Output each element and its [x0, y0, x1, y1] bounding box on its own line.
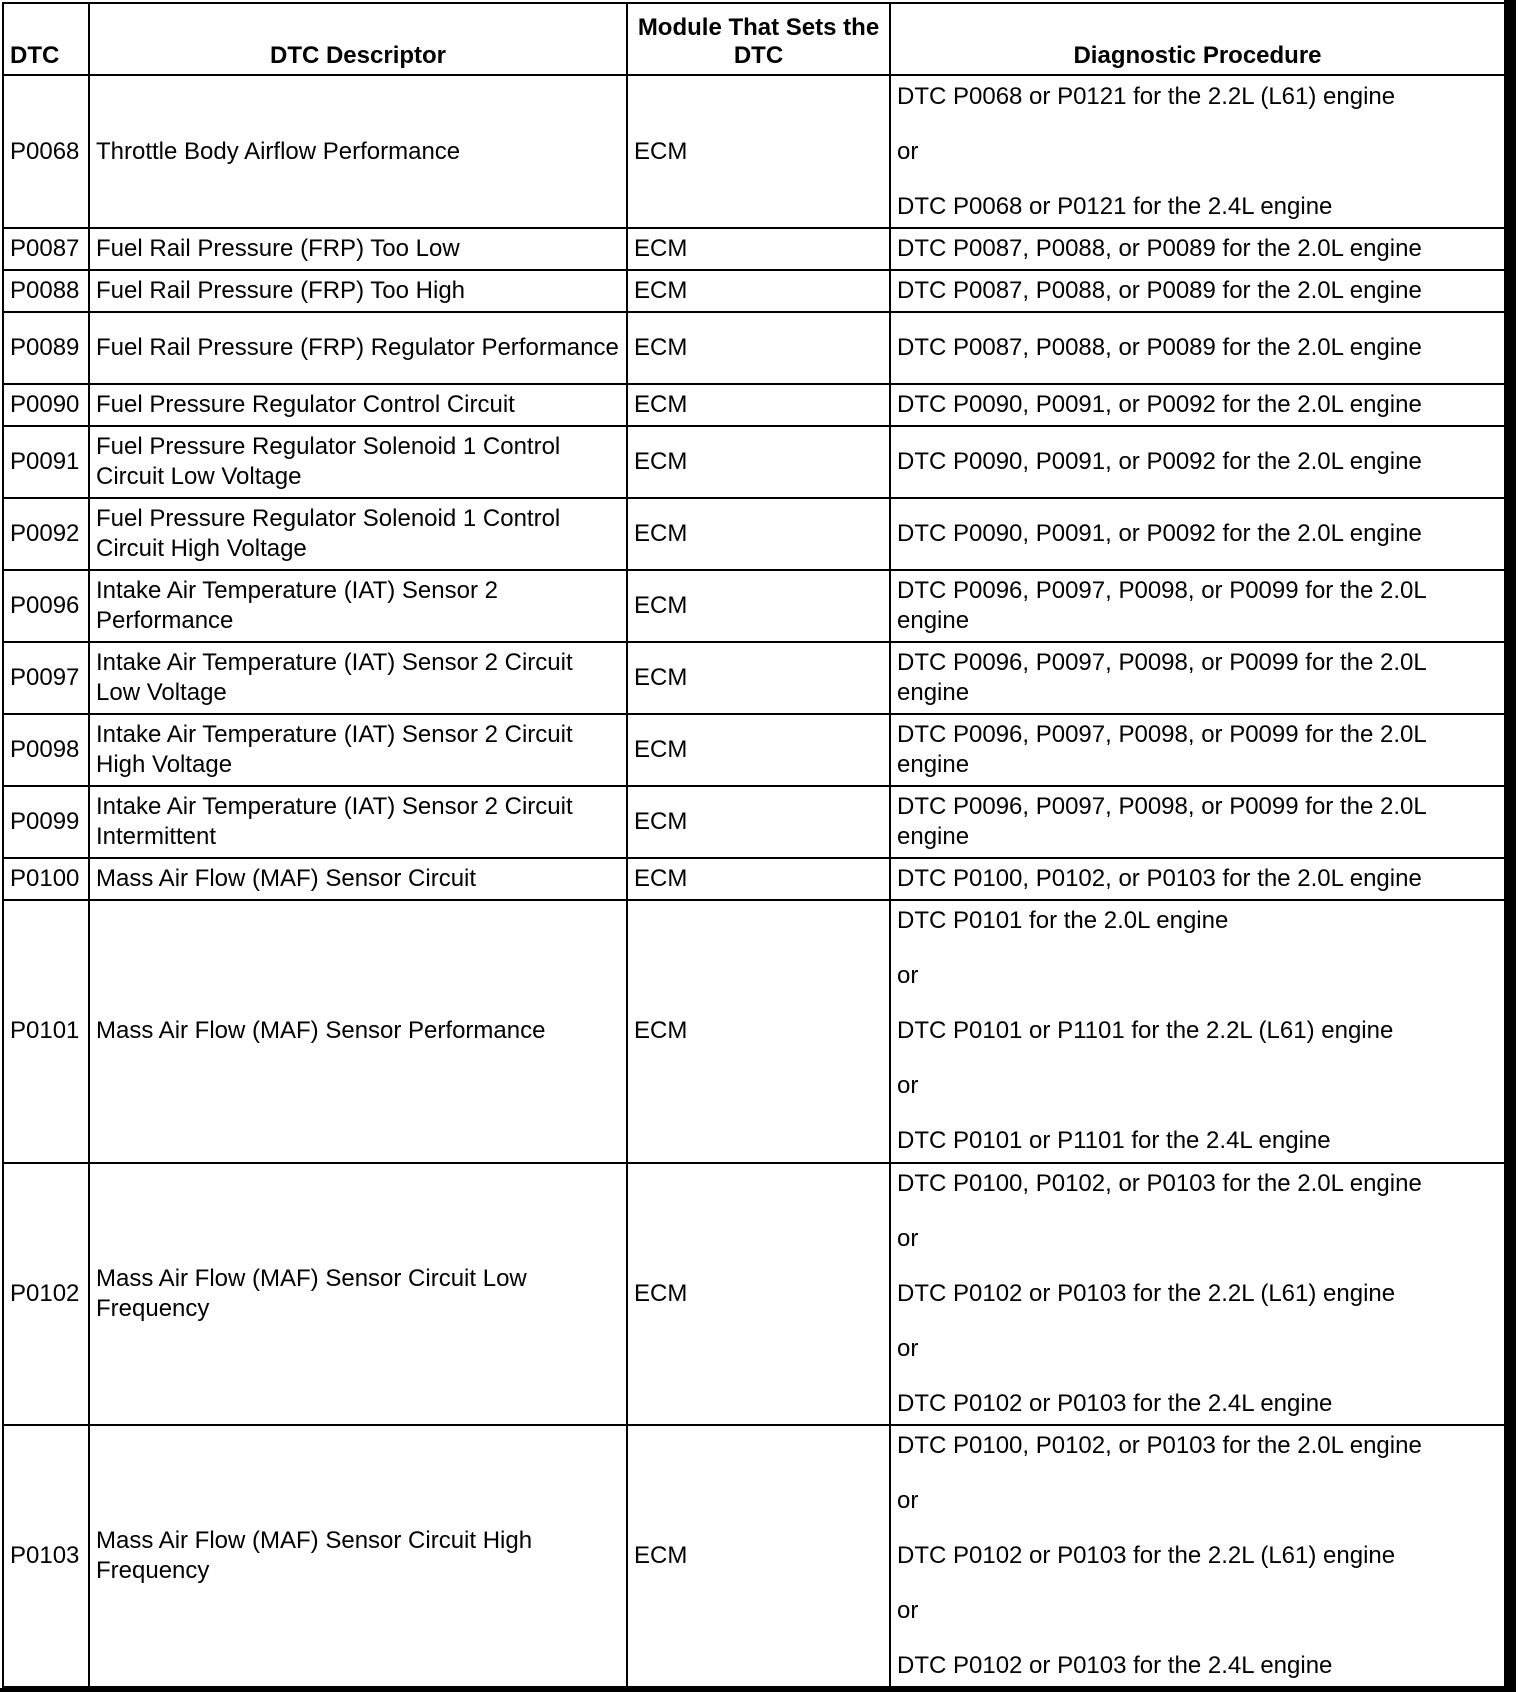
cell-dtc-code: P0097 [3, 642, 89, 714]
procedure-line: DTC P0102 or P0103 for the 2.2L (L61) engine [897, 1279, 1396, 1307]
cell-dtc-descriptor: Fuel Rail Pressure (FRP) Regulator Performance [89, 312, 627, 384]
cell-dtc-code: P0089 [3, 312, 89, 384]
cell-dtc-code: P0096 [3, 570, 89, 642]
cell-module: ECM [627, 786, 890, 858]
cell-dtc-code: P0098 [3, 714, 89, 786]
cell-dtc-descriptor: Throttle Body Airflow Performance [89, 75, 627, 228]
table-row [3, 270, 1505, 312]
cell-dtc-descriptor: Intake Air Temperature (IAT) Sensor 2 Circuit Low Voltage [89, 642, 627, 714]
header-row [3, 3, 1505, 75]
table-row [3, 312, 1505, 384]
cell-diagnostic-procedure [890, 1425, 1505, 1687]
procedure-line: DTC P0101 or P1101 for the 2.4L engine [897, 1127, 1331, 1155]
procedure-line: DTC P0096, P0097, P0098, or P0099 for the 2.0L engine [897, 577, 1426, 635]
cell-dtc-code: P0090 [3, 384, 89, 426]
procedure-line: DTC P0096, P0097, P0098, or P0099 for the 2.0L engine [897, 649, 1426, 707]
bottom-border-bar [0, 1688, 1516, 1692]
cell-dtc-descriptor: Mass Air Flow (MAF) Sensor Circuit High Frequency [89, 1425, 627, 1687]
procedure-line: DTC P0090, P0091, or P0092 for the 2.0L engine [897, 520, 1422, 548]
procedure-line: DTC P0101 or P1101 for the 2.2L (L61) engine [897, 1017, 1394, 1045]
cell-dtc-descriptor: Fuel Rail Pressure (FRP) Too High [89, 270, 627, 312]
cell-dtc-descriptor: Fuel Rail Pressure (FRP) Too Low [89, 228, 627, 270]
table-row [3, 384, 1505, 426]
procedure-line: DTC P0068 or P0121 for the 2.2L (L61) engine [897, 82, 1396, 110]
table-row [3, 1425, 1505, 1687]
procedure-line: or [897, 1334, 919, 1362]
cell-dtc-descriptor: Fuel Pressure Regulator Solenoid 1 Control Circuit High Voltage [89, 498, 627, 570]
cell-dtc-descriptor: Mass Air Flow (MAF) Sensor Circuit [89, 858, 627, 900]
header-procedure: Diagnostic Procedure [890, 3, 1505, 75]
table-row [3, 498, 1505, 570]
cell-diagnostic-procedure [890, 312, 1505, 384]
procedure-line: DTC P0087, P0088, or P0089 for the 2.0L engine [897, 277, 1422, 305]
cell-dtc-code: P0100 [3, 858, 89, 900]
procedure-line: DTC P0096, P0097, P0098, or P0099 for the 2.0L engine [897, 721, 1426, 779]
table-row [3, 900, 1505, 1162]
cell-module: ECM [627, 312, 890, 384]
table-row [3, 570, 1505, 642]
procedure-line: or [897, 1224, 919, 1252]
cell-dtc-code: P0068 [3, 75, 89, 228]
table-body [3, 75, 1505, 1687]
procedure-line: DTC P0090, P0091, or P0092 for the 2.0L engine [897, 448, 1422, 476]
cell-diagnostic-procedure [890, 858, 1505, 900]
cell-diagnostic-procedure [890, 1163, 1505, 1425]
cell-module: ECM [627, 384, 890, 426]
cell-diagnostic-procedure [890, 384, 1505, 426]
procedure-line: DTC P0087, P0088, or P0089 for the 2.0L engine [897, 334, 1422, 362]
table-row [3, 858, 1505, 900]
procedure-line: DTC P0101 for the 2.0L engine [897, 907, 1229, 935]
procedure-line: DTC P0102 or P0103 for the 2.4L engine [897, 1389, 1333, 1417]
cell-dtc-code: P0092 [3, 498, 89, 570]
cell-dtc-descriptor: Fuel Pressure Regulator Control Circuit [89, 384, 627, 426]
cell-module: ECM [627, 426, 890, 498]
table-row [3, 786, 1505, 858]
procedure-line: or [897, 962, 919, 990]
cell-module: ECM [627, 1425, 890, 1687]
procedure-line: DTC P0100, P0102, or P0103 for the 2.0L engine [897, 1431, 1422, 1459]
table-row [3, 426, 1505, 498]
header-module: Module That Sets the DTC [627, 3, 890, 75]
cell-diagnostic-procedure [890, 786, 1505, 858]
procedure-line: DTC P0068 or P0121 for the 2.4L engine [897, 192, 1333, 220]
procedure-line: or [897, 1486, 919, 1514]
cell-module: ECM [627, 642, 890, 714]
header-dtc: DTC [3, 3, 89, 75]
table-row [3, 1163, 1505, 1425]
cell-diagnostic-procedure [890, 900, 1505, 1162]
cell-module: ECM [627, 900, 890, 1162]
cell-dtc-code: P0099 [3, 786, 89, 858]
cell-dtc-descriptor: Mass Air Flow (MAF) Sensor Performance [89, 900, 627, 1162]
procedure-line: DTC P0100, P0102, or P0103 for the 2.0L engine [897, 865, 1422, 893]
table-row [3, 75, 1505, 228]
table-row [3, 714, 1505, 786]
cell-dtc-descriptor: Intake Air Temperature (IAT) Sensor 2 Circuit Intermittent [89, 786, 627, 858]
procedure-line: DTC P0102 or P0103 for the 2.2L (L61) engine [897, 1541, 1396, 1569]
cell-diagnostic-procedure [890, 570, 1505, 642]
cell-diagnostic-procedure [890, 228, 1505, 270]
cell-module: ECM [627, 1163, 890, 1425]
cell-diagnostic-procedure [890, 642, 1505, 714]
cell-dtc-code: P0103 [3, 1425, 89, 1687]
cell-dtc-descriptor: Intake Air Temperature (IAT) Sensor 2 Circuit High Voltage [89, 714, 627, 786]
cell-module: ECM [627, 228, 890, 270]
cell-module: ECM [627, 570, 890, 642]
cell-dtc-code: P0102 [3, 1163, 89, 1425]
right-border-bar [1504, 0, 1516, 1692]
procedure-line: DTC P0090, P0091, or P0092 for the 2.0L engine [897, 391, 1422, 419]
cell-module: ECM [627, 858, 890, 900]
cell-diagnostic-procedure [890, 426, 1505, 498]
cell-diagnostic-procedure [890, 75, 1505, 228]
cell-dtc-descriptor: Mass Air Flow (MAF) Sensor Circuit Low Frequency [89, 1163, 627, 1425]
procedure-line: or [897, 1596, 919, 1624]
cell-diagnostic-procedure [890, 270, 1505, 312]
cell-diagnostic-procedure [890, 498, 1505, 570]
cell-dtc-code: P0088 [3, 270, 89, 312]
cell-module: ECM [627, 498, 890, 570]
procedure-line: DTC P0087, P0088, or P0089 for the 2.0L engine [897, 235, 1422, 263]
procedure-line: or [897, 137, 919, 165]
cell-diagnostic-procedure [890, 714, 1505, 786]
table-row [3, 642, 1505, 714]
dtc-table [2, 2, 1506, 1688]
cell-dtc-code: P0101 [3, 900, 89, 1162]
cell-dtc-descriptor: Intake Air Temperature (IAT) Sensor 2 Performance [89, 570, 627, 642]
procedure-line: or [897, 1072, 919, 1100]
cell-module: ECM [627, 75, 890, 228]
cell-dtc-code: P0091 [3, 426, 89, 498]
header-descriptor: DTC Descriptor [89, 3, 627, 75]
cell-dtc-descriptor: Fuel Pressure Regulator Solenoid 1 Control Circuit Low Voltage [89, 426, 627, 498]
cell-dtc-code: P0087 [3, 228, 89, 270]
table-row [3, 228, 1505, 270]
procedure-line: DTC P0102 or P0103 for the 2.4L engine [897, 1651, 1333, 1679]
cell-module: ECM [627, 714, 890, 786]
procedure-line: DTC P0100, P0102, or P0103 for the 2.0L engine [897, 1169, 1422, 1197]
procedure-line: DTC P0096, P0097, P0098, or P0099 for the 2.0L engine [897, 793, 1426, 851]
cell-module: ECM [627, 270, 890, 312]
